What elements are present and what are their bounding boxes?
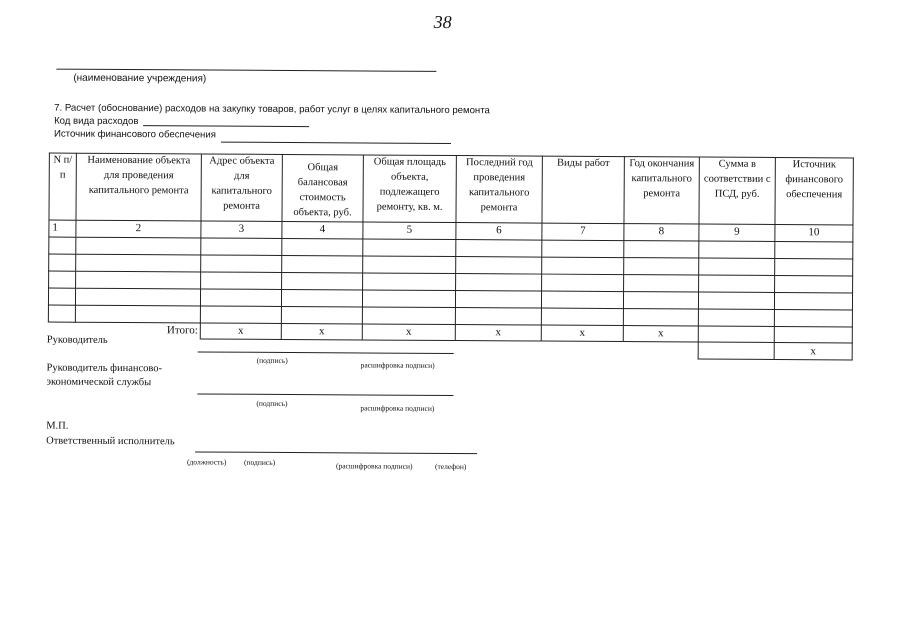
page-number: 38 — [433, 11, 452, 33]
institution-caption: (наименование учреждения) — [73, 72, 207, 85]
total-mark: x — [541, 325, 623, 342]
finance-head-label: Руководитель финансово- — [46, 362, 163, 375]
total-row-extension — [48, 338, 852, 360]
header-cell: N п/п — [49, 153, 76, 220]
executor-caption-phone: (телефон) — [434, 461, 467, 472]
header-cell: Общая балансовая стоимость объекта, руб. — [282, 154, 363, 221]
header-cell: Наименование объекта для проведения капитального ремонта — [76, 153, 201, 221]
total-mark: x — [774, 343, 852, 360]
finance-caption-signature: (подпись) — [256, 398, 288, 409]
header-cell: Источник финансового обеспечения — [775, 157, 853, 224]
head-caption-signature: (подпись) — [256, 355, 288, 366]
finance-caption-decode: расшифровка подписи) — [360, 403, 435, 413]
stamp-label: М.П. — [46, 420, 69, 432]
total-mark: x — [200, 323, 281, 340]
column-number: 3 — [201, 221, 282, 238]
expense-code-line — [143, 125, 309, 127]
executor-label: Ответственный исполнитель — [46, 435, 175, 448]
total-mark: x — [281, 323, 362, 340]
column-number: 6 — [456, 223, 542, 240]
header-cell: Общая площадь объекта, подлежащего ремонту, кв. м. — [363, 155, 456, 223]
finance-head-label-2: экономической службы — [46, 376, 152, 389]
column-number: 2 — [76, 220, 201, 237]
header-cell: Последний год проведения капитального ремонта — [456, 156, 542, 224]
total-cell — [698, 342, 774, 359]
executor-caption-decode: (расшифровка подписи) — [335, 461, 413, 471]
total-mark: x — [455, 324, 541, 341]
executor-signature-line — [195, 451, 477, 454]
column-number: 10 — [775, 224, 853, 241]
executor-caption-signature: (подпись) — [243, 457, 276, 467]
section-title: 7. Расчет (обоснование) расходов на закупку товаров, работ услуг в целях капитального ремонта — [54, 102, 490, 117]
header-cell: Сумма в соответствии с ПСД, руб. — [699, 157, 775, 224]
total-mark: x — [623, 325, 698, 342]
capital-repair-table — [48, 153, 854, 361]
header-cell: Виды работ — [542, 156, 624, 223]
total-cell — [774, 326, 852, 343]
column-number: 1 — [49, 220, 76, 237]
column-number: 7 — [542, 223, 624, 240]
total-label: Итого: — [48, 322, 200, 340]
header-cell: Адрес объекта для капитального ремонта — [201, 154, 282, 221]
institution-name-line — [56, 69, 436, 72]
funding-source-line — [221, 142, 451, 144]
header-cell: Год окончания капитального ремонта — [624, 157, 699, 224]
expense-code-label: Код вида расходов — [54, 115, 139, 128]
column-number: 8 — [624, 224, 699, 241]
executor-caption-position: (должность) — [186, 457, 227, 467]
head-label: Руководитель — [46, 334, 108, 346]
total-cell — [698, 326, 774, 343]
column-number: 9 — [699, 224, 775, 241]
funding-source-label: Источник финансового обеспечения — [53, 128, 216, 141]
header-row — [49, 153, 853, 225]
column-number: 5 — [363, 222, 456, 239]
finance-signature-line — [197, 393, 453, 396]
column-number: 4 — [282, 221, 363, 238]
head-caption-decode: расшифровка подписи) — [360, 360, 435, 370]
total-mark: x — [362, 324, 455, 341]
